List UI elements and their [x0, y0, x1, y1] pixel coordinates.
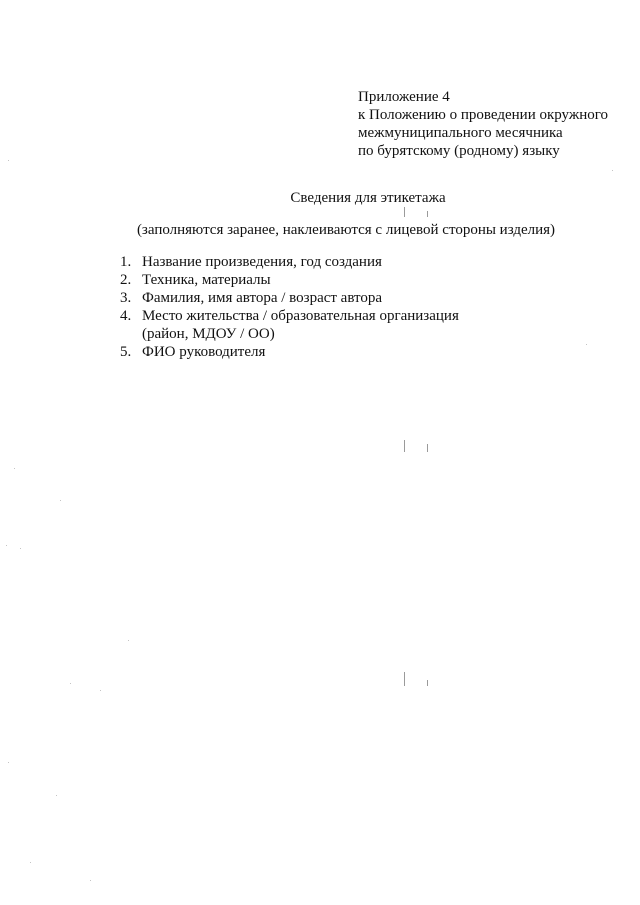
- scan-artifact: [427, 211, 428, 217]
- title-text: Сведения для этикетажа: [290, 190, 446, 206]
- scan-artifact: [404, 672, 405, 686]
- scan-artifact: [30, 862, 31, 863]
- list-item: [120, 343, 459, 361]
- subtitle-text: (заполняются заранее, наклеиваются с лицевой стороны изделия): [136, 222, 556, 238]
- scan-artifact: [14, 468, 15, 469]
- list-item: [120, 307, 459, 343]
- document-title: [0, 189, 640, 207]
- list-item-text: Место жительства / образовательная организация: [142, 308, 459, 324]
- list-item-number: 2.: [120, 272, 132, 288]
- scan-artifact: [128, 640, 129, 641]
- scan-artifact: [427, 444, 428, 452]
- scan-artifact: [612, 170, 613, 171]
- scan-artifact: [586, 344, 587, 345]
- list-item-number: 3.: [120, 290, 132, 306]
- scan-artifact: [90, 880, 91, 881]
- scan-artifact: [56, 795, 57, 796]
- scan-artifact: [60, 500, 61, 501]
- list-item-text: Фамилия, имя автора / возраст автора: [142, 290, 383, 306]
- appendix-line: межмуниципального месячника: [358, 125, 563, 141]
- appendix-line: Приложение 4: [358, 89, 450, 105]
- scan-artifact: [8, 762, 9, 763]
- scan-artifact: [20, 548, 21, 549]
- label-fields-list: [120, 253, 459, 361]
- list-item-text: ФИО руководителя: [142, 344, 266, 360]
- list-item-number: 1.: [120, 254, 132, 270]
- list-item-text-continued: (район, МДОУ / ОО): [142, 326, 275, 342]
- appendix-line: по бурятскому (родному) языку: [358, 143, 560, 159]
- scan-artifact: [404, 207, 405, 217]
- list-item-text: Техника, материалы: [142, 272, 271, 288]
- document-subtitle: [0, 221, 640, 239]
- list-item-number: 4.: [120, 308, 132, 324]
- list-item: [120, 253, 459, 271]
- scan-artifact: [6, 545, 7, 546]
- scan-artifact: [427, 680, 428, 686]
- scan-artifact: [8, 160, 9, 161]
- list-item: [120, 289, 459, 307]
- scan-artifact: [70, 683, 71, 684]
- list-item: [120, 271, 459, 289]
- appendix-line: к Положению о проведении окружного: [358, 107, 609, 123]
- list-item-text: Название произведения, год создания: [142, 254, 382, 270]
- scan-artifact: [100, 690, 101, 691]
- scan-artifact: [404, 440, 405, 452]
- list-item-number: 5.: [120, 344, 132, 360]
- appendix-header: [358, 88, 638, 160]
